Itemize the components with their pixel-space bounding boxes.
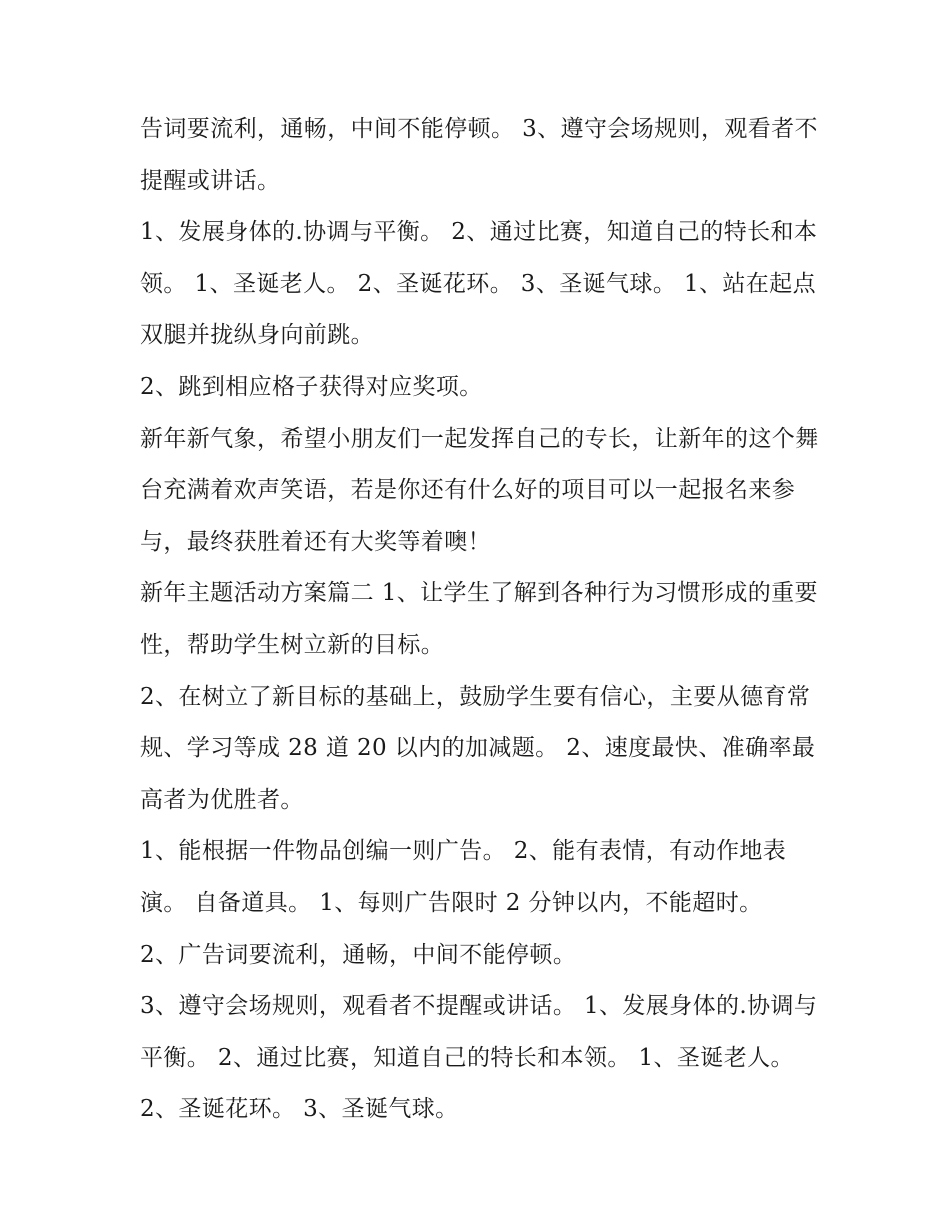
paragraph: 1、发展身体的.协调与平衡。 2、通过比赛，知道自己的特长和本领。 1、圣诞老人。 2、圣诞花环。 3、圣诞气球。 1、站在起点双腿并拢纵身向前跳。 bbox=[140, 219, 818, 349]
paragraph: 2、在树立了新目标的基础上，鼓励学生要有信心，主要从德育常规、学习等成 28 道 20 以内的加减题。 2、速度最快、准确率最高者为优胜者。 bbox=[140, 683, 816, 813]
paragraph: 新年新气象，希望小朋友们一起发挥自己的专长，让新年的这个舞台充满着欢声笑语，若是你还有什么好的项目可以一起报名来参与，最终获胜着还有大奖等着噢！ bbox=[140, 425, 819, 555]
paragraph: 2、跳到相应格子获得对应奖项。 bbox=[140, 373, 483, 400]
paragraph: 告词要流利，通畅，中间不能停顿。 3、遵守会场规则，观看者不提醒或讲话。 bbox=[140, 116, 818, 194]
document-page bbox=[140, 104, 820, 1136]
paragraph: 3、遵守会场规则，观看者不提醒或讲话。 1、发展身体的.协调与平衡。 2、通过比赛，知道自己的特长和本领。 1、圣诞老人。 2、圣诞花环。 3、圣诞气球。 bbox=[140, 993, 818, 1123]
paragraph: 1、能根据一件物品创编一则广告。 2、能有表情，有动作地表演。 自备道具。 1、每则广告限时 2 分钟以内，不能超时。 bbox=[140, 838, 787, 916]
paragraph: 新年主题活动方案篇二 1、让学生了解到各种行为习惯形成的重要性，帮助学生树立新的目标。 bbox=[140, 580, 818, 658]
paragraph: 2、广告词要流利，通畅，中间不能停顿。 bbox=[140, 941, 577, 968]
